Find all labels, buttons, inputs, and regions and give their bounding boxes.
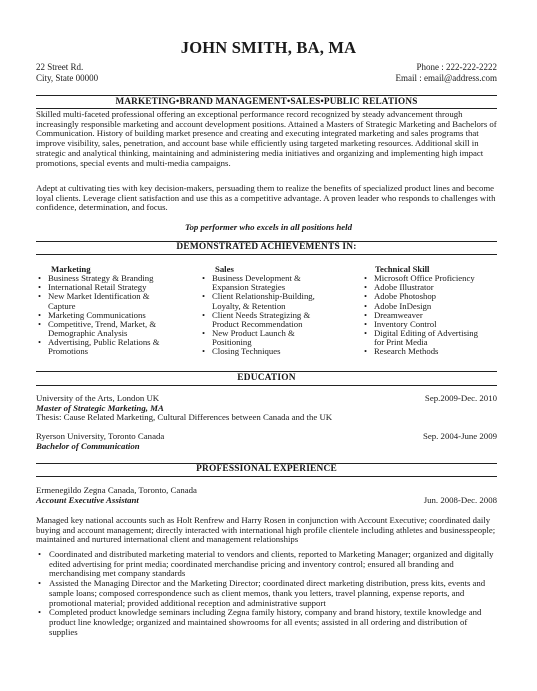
tagline: Top performer who excels in all positions held: [184, 222, 353, 232]
list-item: • Advertising, Public Relations & Promotions: [36, 338, 201, 356]
address-line-2: City, State 00000: [36, 72, 99, 83]
summary-paragraph-2: Adept at cultivating ties with key decision-makers, persuading them to realize the benefits of specialized product lines and become loyal clients. Leverage client satisfaction and use this as a competitive advantage. A proven leader who responds to challenges with confidence, determination, and focus.: [36, 183, 496, 213]
job-entry: [36, 486, 497, 505]
list-item: • Assisted the Managing Director and the Marketing Director; coordinated direct marketing distribution, press kits, events and sample loans; composed correspondence such as client memos, thank you letters, travel planning, expense reports, and promotional material; provided additional reception and administrative support: [36, 579, 497, 608]
skills-column-marketing: [36, 265, 201, 357]
skills-list: [36, 274, 201, 356]
skills-column-sales: [200, 265, 368, 357]
divider: [36, 371, 497, 372]
divider: [36, 476, 497, 477]
list-item: • International Retail Strategy: [36, 283, 201, 292]
company-name: Ermenegildo Zegna Canada, Toronto, Canada: [36, 485, 197, 495]
divider: [36, 254, 497, 255]
list-item: • Microsoft Office Proficiency: [362, 274, 502, 283]
list-item: • Competitive, Trend, Market, & Demographic Analysis: [36, 320, 201, 338]
list-item: • New Market Identification & Capture: [36, 292, 201, 310]
list-item: • Research Methods: [362, 347, 502, 356]
list-item: • Closing Techniques: [200, 347, 368, 356]
degree: Bachelor of Communication: [36, 440, 140, 451]
summary-paragraph-1: Skilled multi-faceted professional offering an exceptional performance record recognized by steady advancement through increasingly responsible marketing and account development positions. Attained a Masters of Strategic Marketing and Bachelors of Communication. History of building market presence and creating and executing integrated marketing and sales programs that improve visibility, sales, penetration, and account base while efficiently using targeted marketing resources. Additional skill in strategic and analytical thinking, maintaining and administering media initiatives and organizing and implementing high impact promotions, special events and multi-media campaigns.: [36, 109, 497, 168]
education-dates: Sep.2009-Dec. 2010: [424, 393, 497, 403]
list-item: • Client Needs Strategizing & Product Recommendation: [200, 311, 368, 329]
skills-column-heading: Sales: [215, 264, 234, 274]
school-name: University of the Arts, London UK: [36, 393, 160, 403]
job-bullets: [36, 550, 497, 637]
thesis: Thesis: Cause Related Marketing, Cultural Differences between Canada and the UK: [36, 412, 333, 423]
education-entry: [36, 394, 497, 423]
list-item: • Digital Editing of Advertising for Print Media: [362, 329, 502, 347]
achievements-title: DEMONSTRATED ACHIEVEMENTS IN:: [176, 242, 357, 252]
phone: Phone : 222-222-2222: [416, 62, 497, 72]
list-item: • Adobe Illustrator: [362, 283, 502, 292]
list-item: • Completed product knowledge seminars including Zegna family history, company and brand history, textile knowledge and product line knowledge; organized and maintained showrooms for all events; assisted in all ordering and distribution of supplies: [36, 608, 497, 637]
job-dates: Jun. 2008-Dec. 2008: [423, 495, 497, 505]
skills-column-heading: Marketing: [51, 264, 91, 274]
school-name: Ryerson University, Toronto Canada: [36, 431, 165, 441]
job-summary: Managed key national accounts such as Holt Renfrew and Harry Rosen in conjunction with Account Executive; coordinated daily buying and account management; directly interacted with international high profile clientele including athletes and businesspeople; maintained and nurtured international client and management relationships: [36, 515, 496, 545]
job-title: Account Executive Assistant: [36, 494, 139, 505]
degree: Master of Strategic Marketing, MA: [36, 402, 164, 413]
education-entry: [36, 432, 497, 451]
divider: [36, 385, 497, 386]
list-item: • Coordinated and distributed marketing material to vendors and clients, reported to Marketing Manager; organized and digitally edited advertising for print media; coordinated merchandise pricing and inventory control; ensured all branding and merchandising met company standards: [36, 550, 497, 579]
skills-column-heading: Technical Skill: [375, 264, 430, 274]
phone-email-block: [395, 62, 497, 83]
address-block: [36, 62, 98, 83]
list-item: • Adobe InDesign: [362, 302, 502, 311]
experience-title: PROFESSIONAL EXPERIENCE: [196, 464, 337, 474]
address-line-1: 22 Street Rd.: [36, 62, 84, 72]
education-title: EDUCATION: [237, 373, 296, 383]
list-item: • Marketing Communications: [36, 311, 201, 320]
skills-list: [362, 274, 502, 356]
list-item: • Business Strategy & Branding: [36, 274, 201, 283]
email: Email : email@address.com: [395, 72, 497, 83]
list-item: • Inventory Control: [362, 320, 502, 329]
education-dates: Sep. 2004-June 2009: [422, 431, 497, 441]
skills-list: [200, 274, 368, 356]
list-item: • Dreamweaver: [362, 311, 502, 320]
list-item: • Business Development & Expansion Strategies: [200, 274, 368, 292]
achievements-columns: [36, 265, 497, 361]
list-item: • Adobe Photoshop: [362, 292, 502, 301]
candidate-name: JOHN SMITH, BA, MA: [180, 38, 357, 57]
list-item: • Client Relationship-Building, Loyalty, & Retention: [200, 292, 368, 310]
headline: MARKETING•BRAND MANAGEMENT•SALES•PUBLIC RELATIONS: [115, 96, 418, 106]
skills-column-technical: [362, 265, 502, 357]
list-item: • New Product Launch & Positioning: [200, 329, 368, 347]
